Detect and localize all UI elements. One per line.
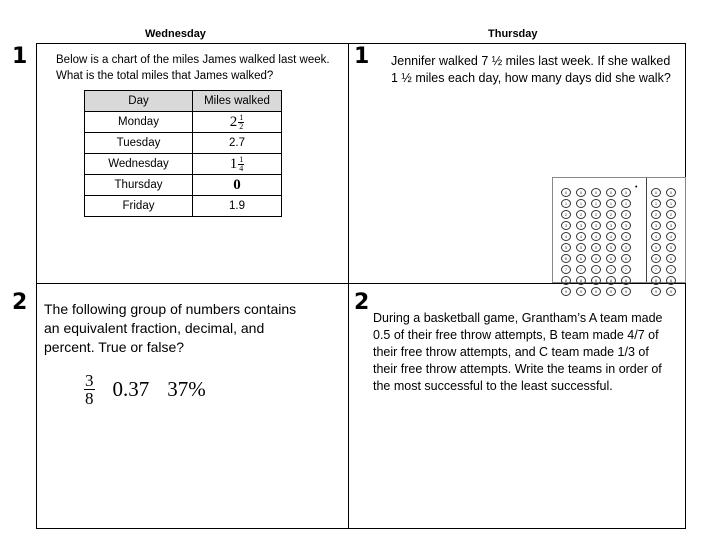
table-cell-day: Wednesday	[85, 154, 193, 175]
answer-bubble[interactable]: 2	[621, 210, 631, 219]
thursday-q2-text: During a basketball game, Grantham’s A team made 0.5 of their free throw attempts, B team made 4/7 of their free throw attempts, and C team made 1/3 of their free throw attempts. Write the teams in order of the most successful to the least successful.	[373, 311, 663, 393]
answer-bubble[interactable]: 1	[666, 199, 676, 208]
answer-bubble[interactable]: 4	[666, 232, 676, 241]
answer-bubble[interactable]: 5	[576, 243, 586, 252]
answer-bubble[interactable]: 1	[621, 199, 631, 208]
answer-bubble[interactable]: 7	[561, 265, 571, 274]
answer-bubble[interactable]: 9	[621, 287, 631, 296]
answer-bubble[interactable]: 6	[651, 254, 661, 263]
answer-bubble[interactable]: 6	[561, 254, 571, 263]
answer-bubble[interactable]: 5	[561, 243, 571, 252]
answer-bubble[interactable]: 0	[666, 188, 676, 197]
answer-bubble[interactable]: 4	[606, 232, 616, 241]
answer-bubble[interactable]: 0	[606, 188, 616, 197]
answer-bubble[interactable]: 1	[651, 199, 661, 208]
fraction-three-eighths	[84, 372, 95, 407]
answer-bubble[interactable]: 2	[651, 210, 661, 219]
grid-bottom-border	[36, 528, 686, 529]
answer-bubble[interactable]: 7	[576, 265, 586, 274]
miles-table-header-row	[85, 91, 282, 112]
answer-bubble[interactable]: 2	[666, 210, 676, 219]
number-group	[84, 372, 206, 407]
answer-bubble[interactable]: 5	[591, 243, 601, 252]
fraction-denominator: 8	[85, 389, 94, 408]
miles-table-header-miles: Miles walked	[193, 91, 282, 112]
grid-middle-border	[36, 283, 686, 284]
bubble-column	[666, 188, 676, 298]
decimal-value: 0.37	[112, 377, 150, 401]
answer-bubble[interactable]: 7	[606, 265, 616, 274]
answer-bubble[interactable]: 2	[561, 210, 571, 219]
grid-decimal-mark: •	[635, 184, 638, 191]
bubble-column	[591, 188, 601, 298]
answer-bubble[interactable]: 7	[666, 265, 676, 274]
mixed-whole: 2	[229, 113, 238, 130]
answer-bubble[interactable]: 6	[606, 254, 616, 263]
fraction-numerator: 1	[239, 154, 244, 164]
grid-center-divider	[348, 43, 349, 529]
answer-bubble[interactable]: 6	[576, 254, 586, 263]
miles-table-header-day: Day	[85, 91, 193, 112]
answer-bubble[interactable]: 4	[591, 232, 601, 241]
table-row	[85, 154, 282, 175]
answer-bubble[interactable]: 1	[591, 199, 601, 208]
fraction-denominator: 4	[239, 163, 244, 173]
bubble-column	[651, 188, 661, 298]
answer-bubble[interactable]: 6	[591, 254, 601, 263]
answer-bubble[interactable]: 8	[576, 276, 586, 285]
mixed-number	[230, 114, 245, 131]
fraction-denominator: 2	[239, 121, 244, 131]
answer-bubble[interactable]: 5	[666, 243, 676, 252]
table-cell-day: Monday	[85, 112, 193, 133]
answer-bubble[interactable]: 4	[561, 232, 571, 241]
table-cell-miles	[193, 154, 282, 175]
answer-bubble[interactable]: 5	[621, 243, 631, 252]
table-cell-day: Tuesday	[85, 133, 193, 154]
grid-right-border	[685, 43, 686, 529]
wednesday-q1-number: 1	[12, 44, 28, 69]
grid-left-border	[36, 43, 37, 529]
answer-bubble[interactable]: 3	[606, 221, 616, 230]
thursday-q2-number: 2	[354, 290, 370, 315]
table-row	[85, 196, 282, 217]
fraction-numerator: 3	[85, 371, 94, 390]
gridded-answer-sheet	[552, 177, 686, 294]
answer-bubble[interactable]: 7	[651, 265, 661, 274]
thursday-q1-number: 1	[354, 44, 370, 69]
answer-bubble[interactable]: 8	[621, 276, 631, 285]
wednesday-q1-text: Below is a chart of the miles James walked last week. What is the total miles that James walked?	[56, 54, 330, 82]
wednesday-q2-text: The following group of numbers contains an equivalent fraction, decimal, and percent. True or false?	[44, 301, 297, 355]
mixed-fraction	[238, 114, 244, 131]
mixed-number	[230, 156, 245, 173]
answer-bubble[interactable]: 3	[666, 221, 676, 230]
answer-bubble[interactable]: 4	[651, 232, 661, 241]
table-cell-miles: 1.9	[193, 196, 282, 217]
answer-bubble[interactable]: 1	[576, 199, 586, 208]
answer-bubble[interactable]: 8	[561, 276, 571, 285]
answer-bubble[interactable]: 3	[651, 221, 661, 230]
answer-bubble[interactable]: 7	[591, 265, 601, 274]
answer-bubble[interactable]: 0	[651, 188, 661, 197]
table-cell-miles	[193, 112, 282, 133]
table-cell-miles: 0	[193, 175, 282, 196]
answer-bubble[interactable]: 2	[576, 210, 586, 219]
answer-bubble[interactable]: 9	[651, 287, 661, 296]
mixed-fraction	[238, 156, 244, 173]
answer-bubble[interactable]: 6	[666, 254, 676, 263]
answer-bubble[interactable]: 8	[651, 276, 661, 285]
answer-bubble[interactable]: 3	[576, 221, 586, 230]
answer-bubble[interactable]: 3	[621, 221, 631, 230]
answer-bubble[interactable]: 1	[561, 199, 571, 208]
table-row	[85, 133, 282, 154]
answer-bubble[interactable]: 8	[666, 276, 676, 285]
answer-bubble[interactable]: 9	[591, 287, 601, 296]
answer-bubble[interactable]: 5	[606, 243, 616, 252]
answer-bubble[interactable]: 0	[621, 188, 631, 197]
miles-table	[84, 90, 282, 217]
grid-decimal-divider	[646, 178, 647, 282]
answer-bubble[interactable]: 9	[576, 287, 586, 296]
answer-bubble[interactable]: 3	[591, 221, 601, 230]
table-cell-day: Friday	[85, 196, 193, 217]
answer-bubble[interactable]: 9	[561, 287, 571, 296]
table-cell-miles: 2.7	[193, 133, 282, 154]
answer-bubble[interactable]: 8	[606, 276, 616, 285]
answer-bubble[interactable]: 8	[591, 276, 601, 285]
bubble-column	[621, 188, 631, 298]
bubble-column	[561, 188, 571, 298]
fraction-numerator: 1	[239, 112, 244, 122]
answer-bubble[interactable]: 4	[576, 232, 586, 241]
table-row	[85, 175, 282, 196]
answer-bubble[interactable]: 7	[621, 265, 631, 274]
answer-bubble[interactable]: 0	[576, 188, 586, 197]
answer-bubble[interactable]: 4	[621, 232, 631, 241]
answer-bubble[interactable]: 9	[606, 287, 616, 296]
answer-bubble[interactable]: 5	[651, 243, 661, 252]
table-row	[85, 112, 282, 133]
answer-bubble[interactable]: 3	[561, 221, 571, 230]
answer-bubble[interactable]: 2	[606, 210, 616, 219]
bubble-column	[606, 188, 616, 298]
answer-bubble[interactable]: 2	[591, 210, 601, 219]
percent-value: 37%	[167, 377, 206, 401]
answer-bubble[interactable]: 9	[666, 287, 676, 296]
answer-bubble[interactable]: 0	[561, 188, 571, 197]
answer-bubble[interactable]: 1	[606, 199, 616, 208]
bubble-column	[576, 188, 586, 298]
mixed-whole: 1	[229, 155, 238, 172]
answer-bubble[interactable]: 0	[591, 188, 601, 197]
table-cell-day: Thursday	[85, 175, 193, 196]
wednesday-q2-number: 2	[12, 290, 28, 315]
wednesday-header: Wednesday	[145, 28, 206, 40]
thursday-header: Thursday	[488, 28, 538, 40]
thursday-q1-text: Jennifer walked 7 ½ miles last week. If she walked 1 ½ miles each day, how many days did she walk?	[391, 54, 671, 85]
answer-bubble[interactable]: 6	[621, 254, 631, 263]
